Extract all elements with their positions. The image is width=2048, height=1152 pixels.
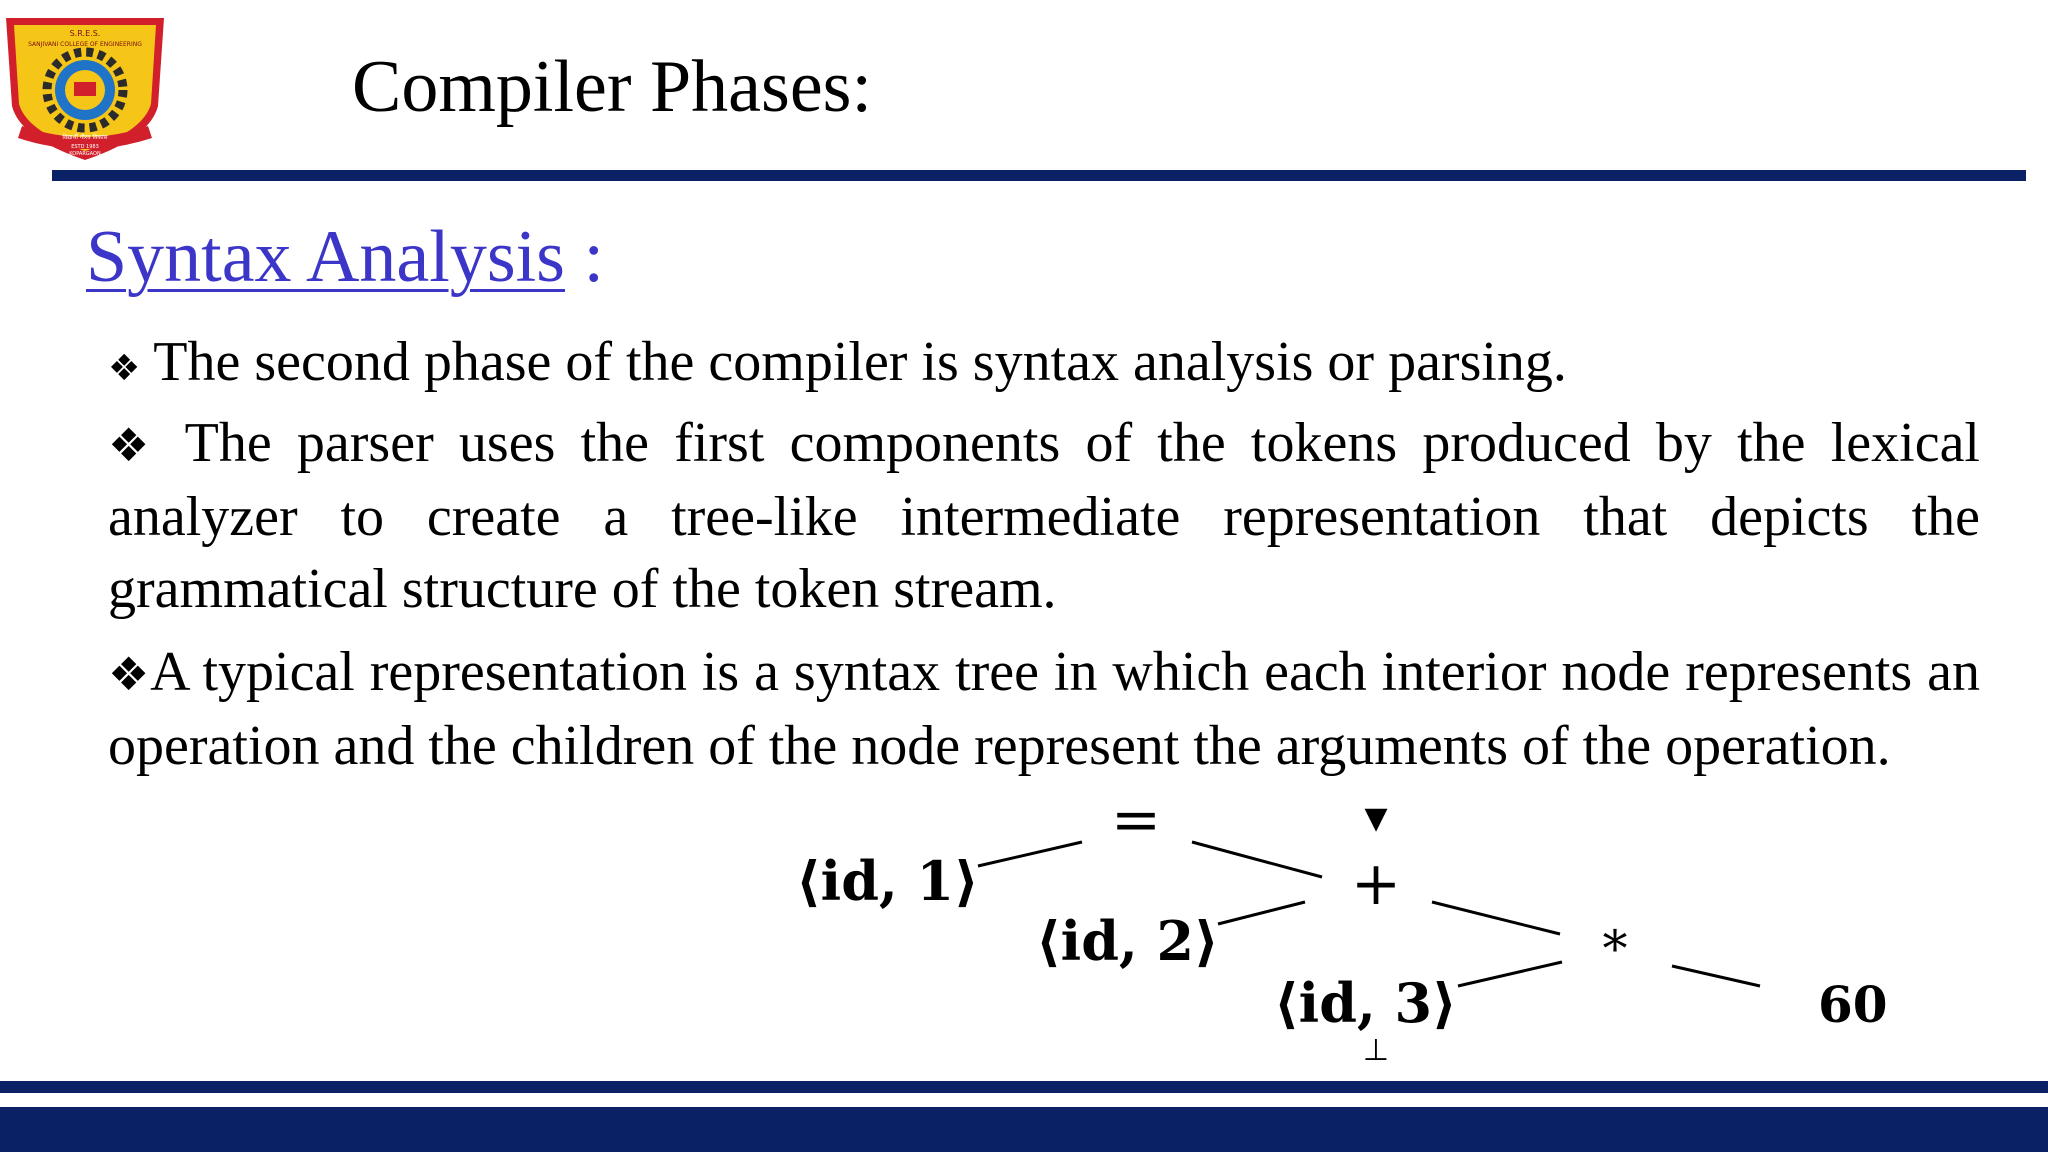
tree-node-60: 60 (1818, 975, 1888, 1034)
tree-out-arrow-icon: ⊥ (1362, 1033, 1390, 1068)
tree-node-assign: = (1110, 785, 1162, 855)
logo-motto: विद्यार्थी गौरव विकास (62, 134, 108, 141)
edge-plus-id2 (1218, 902, 1305, 924)
slide-title: Compiler Phases: (352, 46, 873, 128)
edge-plus-times (1432, 902, 1560, 934)
edge-assign-plus (1192, 842, 1322, 877)
logo-estd: ESTD 1983 (71, 144, 99, 150)
bullet-diamond-icon: ❖ (108, 647, 151, 701)
logo-college-name: SANJIVANI COLLEGE OF ENGINEERING (28, 41, 142, 48)
bullet-3-text: A typical representation is a syntax tree in which each interior node represents an operation and the children of the node represent the arguments of the operation. (108, 641, 1980, 777)
tree-in-arrow-icon: ▼ (1364, 801, 1388, 836)
edge-times-id3 (1458, 962, 1562, 986)
logo-top-text: S.R.E.S. (69, 29, 101, 38)
tree-node-plus: + (1350, 849, 1402, 919)
bullet-1-text: The second phase of the compiler is syntax analysis or parsing. (153, 331, 1567, 393)
tree-node-id1: ⟨id, 1⟩ (796, 849, 979, 913)
section-heading-colon: : (583, 216, 605, 298)
bullet-diamond-icon: ❖ (108, 418, 161, 472)
edge-assign-id1 (978, 842, 1082, 866)
bullet-2-text: The parser uses the first components of the tokens produced by the lexical analyzer to create a tree-like intermediate representation that depicts the grammatical structure of the token stream. (108, 412, 1980, 620)
footer-divider (0, 1081, 2048, 1093)
tree-node-id2: ⟨id, 2⟩ (1036, 909, 1219, 973)
edge-times-num (1672, 966, 1760, 986)
tree-node-id3: ⟨id, 3⟩ (1274, 971, 1457, 1035)
tree-node-times: * (1602, 920, 1628, 978)
bullet-diamond-icon: ❖ (108, 348, 141, 389)
footer-bar (0, 1107, 2048, 1152)
section-heading-text: Syntax Analysis (86, 216, 565, 298)
logo-place: KOPARGAON (69, 151, 101, 157)
